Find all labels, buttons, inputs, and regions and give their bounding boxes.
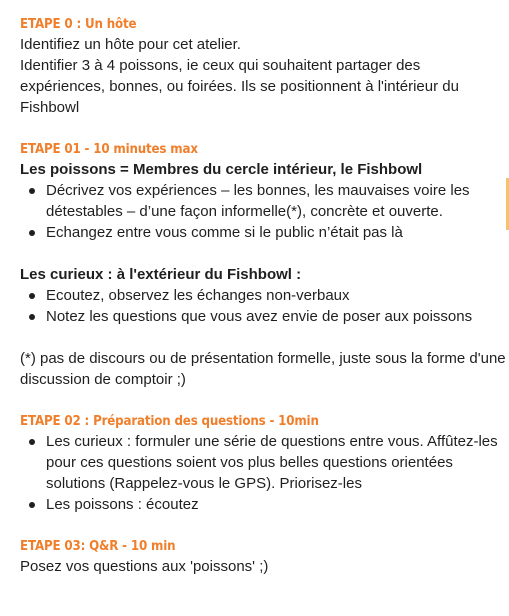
spacer — [20, 118, 508, 139]
list-item-text: Les poissons : écoutez — [46, 496, 199, 513]
list-item — [46, 431, 508, 494]
step-0-title: ETAPE 0 : Un hôte — [20, 16, 137, 32]
list-item — [46, 180, 508, 222]
step-3-title: ETAPE 03: Q&R - 10 min — [20, 538, 176, 554]
list-item-text: Ecoutez, observez les échanges non-verbaux — [46, 287, 350, 304]
list-item-text: Notez les questions que vous avez envie de poser aux poissons — [46, 308, 473, 325]
bullet-icon — [29, 502, 35, 508]
step-0-line-1: Identifiez un hôte pour cet atelier. — [20, 36, 241, 53]
bullet-icon — [29, 230, 35, 236]
list-item-text: Les curieux : formuler une série de questions entre vous. Affûtez-les pour ces questions soient vos plus belles questions orientées solutions (Rappelez-vous le GPS). Priorisez-les — [46, 433, 498, 492]
step-1-title: ETAPE 01 - 10 minutes max — [20, 141, 198, 157]
document-body — [20, 14, 508, 577]
fish-heading: Les poissons = Membres du cercle intérieur, le Fishbowl — [20, 161, 423, 178]
list-item — [46, 285, 508, 306]
step-2-list — [20, 431, 508, 515]
list-item — [46, 222, 508, 243]
curious-list — [20, 285, 508, 327]
bullet-icon — [29, 314, 35, 320]
spacer — [20, 390, 508, 411]
spacer — [20, 243, 508, 264]
list-item — [46, 306, 508, 327]
fish-list — [20, 180, 508, 243]
bullet-icon — [29, 439, 35, 445]
list-item — [46, 494, 508, 515]
curious-heading: Les curieux : à l'extérieur du Fishbowl : — [20, 266, 302, 283]
step-3-line-1: Posez vos questions aux 'poissons' ;) — [20, 558, 269, 575]
spacer — [20, 327, 508, 348]
list-item-text: Echangez entre vous comme si le public n’était pas là — [46, 224, 403, 241]
bullet-icon — [29, 188, 35, 194]
spacer — [20, 515, 508, 536]
bullet-icon — [29, 293, 35, 299]
footnote: (*) pas de discours ou de présentation formelle, juste sous la forme d'une discussion de comptoir ;) — [20, 350, 506, 388]
step-0-line-2: Identifier 3 à 4 poissons, ie ceux qui souhaitent partager des expériences, bonnes, ou foirées. Ils se positionnent à l'intérieur du Fishbowl — [20, 57, 459, 116]
list-item-text: Décrivez vos expériences – les bonnes, les mauvaises voire les détestables – d’une façon informelle(*), concrète et ouverte. — [46, 182, 470, 220]
step-2-title: ETAPE 02 : Préparation des questions - 10min — [20, 413, 319, 429]
